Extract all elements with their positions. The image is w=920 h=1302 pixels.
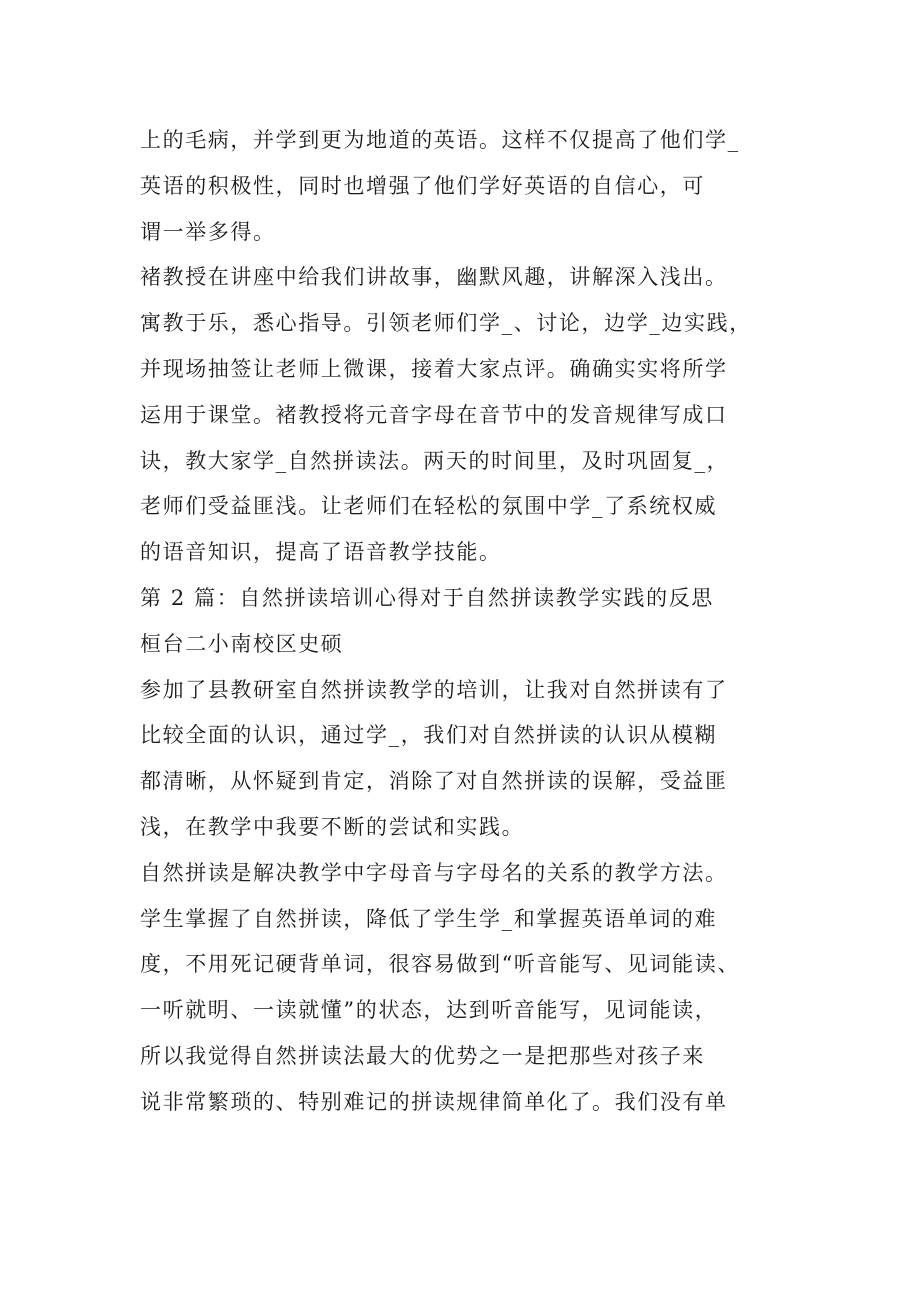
text-line: 谓一举多得。 xyxy=(140,219,276,244)
text-line: 都清晰，从怀疑到肯定，消除了对自然拼读的误解，受益匪 xyxy=(140,769,728,794)
text-line: 说非常繁琐的、特别难记的拼读规律简单化了。我们没有单 xyxy=(140,1089,728,1114)
text-line: 褚教授在讲座中给我们讲故事，幽默风趣，讲解深入浅出。 xyxy=(140,265,728,290)
text-line: 寓教于乐，悉心指导。引领老师们学_、讨论，边学_边实践， xyxy=(140,311,752,336)
text-line: 老师们受益匪浅。让老师们在轻松的氛围中学_了系统权威 xyxy=(140,494,718,519)
text-line: 浅，在教学中我要不断的尝试和实践。 xyxy=(140,814,525,839)
text-line: 比较全面的认识，通过学_，我们对自然拼读的认识从模糊 xyxy=(140,723,718,748)
document-body xyxy=(140,118,800,1126)
text-line: 学生掌握了自然拼读，降低了学生学_和掌握英语单词的难 xyxy=(140,906,718,931)
text-line: 英语的积极性，同时也增强了他们学好英语的自信心，可 xyxy=(140,173,705,198)
text-line: 的语音知识，提高了语音教学技能。 xyxy=(140,540,502,565)
text-line: 一听就明、一读就懂”的状态，达到听音能写，见词能读， xyxy=(140,998,718,1023)
text-line: 并现场抽签让老师上微课，接着大家点评。确确实实将所学 xyxy=(140,356,728,381)
text-line: 自然拼读是解决教学中字母音与字母名的关系的教学方法。 xyxy=(140,860,728,885)
text-line: 度，不用死记硬背单词，很容易做到“听音能写、见词能读、 xyxy=(140,952,740,977)
text-line: 上的毛病，并学到更为地道的英语。这样不仅提高了他们学_ xyxy=(140,128,740,152)
section-heading: 第 2 篇：自然拼读培训心得对于自然拼读教学实践的反思 xyxy=(140,585,714,610)
author-line: 桓台二小南校区史硕 xyxy=(140,631,344,656)
text-line: 所以我觉得自然拼读法最大的优势之一是把那些对孩子来 xyxy=(140,1043,705,1068)
text-line: 运用于课堂。褚教授将元音字母在音节中的发音规律写成口 xyxy=(140,402,728,427)
text-line: 参加了县教研室自然拼读教学的培训，让我对自然拼读有了 xyxy=(140,677,728,702)
text-line: 诀，教大家学_自然拼读法。两天的时间里，及时巩固复_， xyxy=(140,448,730,473)
